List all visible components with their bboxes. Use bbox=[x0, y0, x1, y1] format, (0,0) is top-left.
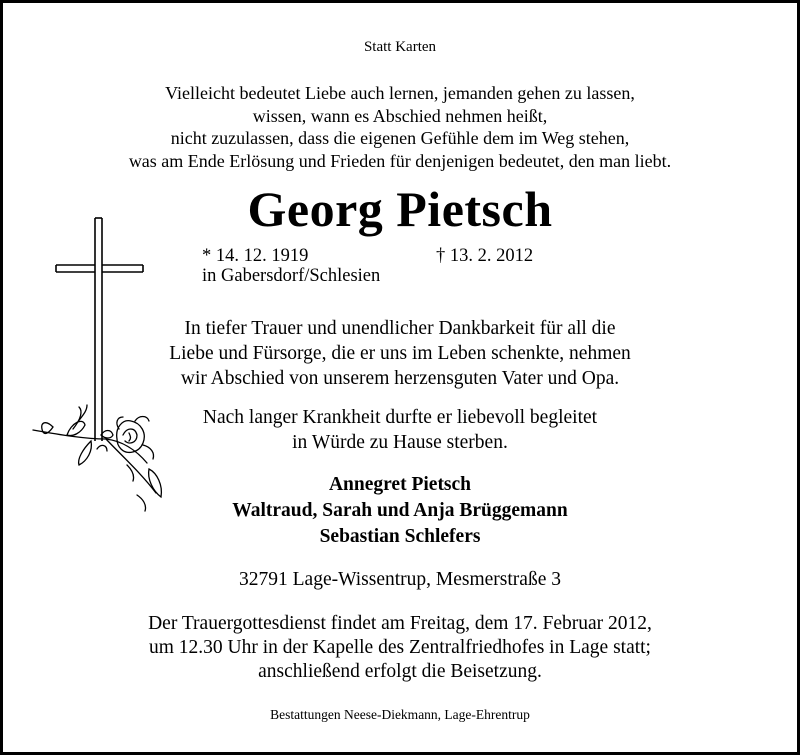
family-line: Sebastian Schlefers bbox=[319, 526, 481, 547]
poem-line: Vielleicht bedeutet Liebe auch lernen, jemanden gehen zu lassen, bbox=[165, 83, 635, 103]
illness-note bbox=[3, 405, 797, 455]
family-names bbox=[3, 472, 797, 550]
illness-line: in Würde zu Hause sterben. bbox=[292, 432, 508, 453]
message-line: Liebe und Fürsorge, die er uns im Leben schenkte, nehmen bbox=[169, 343, 631, 364]
birthplace: in Gabersdorf/Schlesien bbox=[202, 266, 381, 286]
death-date: † 13. 2. 2012 bbox=[436, 246, 534, 266]
address: 32791 Lage-Wissentrup, Mesmerstraße 3 bbox=[239, 569, 561, 590]
poem-line: was am Ende Erlösung und Frieden für denjenigen bedeutet, den man liebt. bbox=[128, 150, 672, 171]
family-line: Waltraud, Sarah und Anja Brüggemann bbox=[232, 500, 568, 521]
service-line: anschließend erfolgt die Beisetzung. bbox=[258, 661, 542, 682]
header-text: Statt Karten bbox=[363, 39, 437, 55]
service-line: Der Trauergottesdienst findet am Freitag, dem 17. Februar 2012, bbox=[148, 613, 652, 634]
service-line: um 12.30 Uhr in der Kapelle des Zentralfriedhofes in Lage statt; bbox=[149, 637, 651, 658]
message bbox=[3, 316, 797, 391]
service-info bbox=[3, 612, 797, 684]
poem bbox=[3, 82, 797, 172]
deceased-name: Georg Pietsch bbox=[247, 181, 553, 237]
poem-line: wissen, wann es Abschied nehmen heißt, bbox=[252, 105, 548, 126]
birth-date: * 14. 12. 1919 bbox=[202, 246, 309, 266]
family-line: Annegret Pietsch bbox=[328, 474, 472, 495]
illness-line: Nach langer Krankheit durfte er liebevoll begleitet bbox=[202, 407, 598, 428]
poem-line: nicht zuzulassen, dass die eigenen Gefühle dem im Weg stehen, bbox=[170, 128, 630, 148]
funeral-home: Bestattungen Neese-Diekmann, Lage-Ehrentrup bbox=[270, 707, 530, 722]
message-line: wir Abschied von unserem herzensguten Vater und Opa. bbox=[180, 368, 620, 389]
message-line: In tiefer Trauer und unendlicher Dankbarkeit für all die bbox=[184, 318, 616, 339]
